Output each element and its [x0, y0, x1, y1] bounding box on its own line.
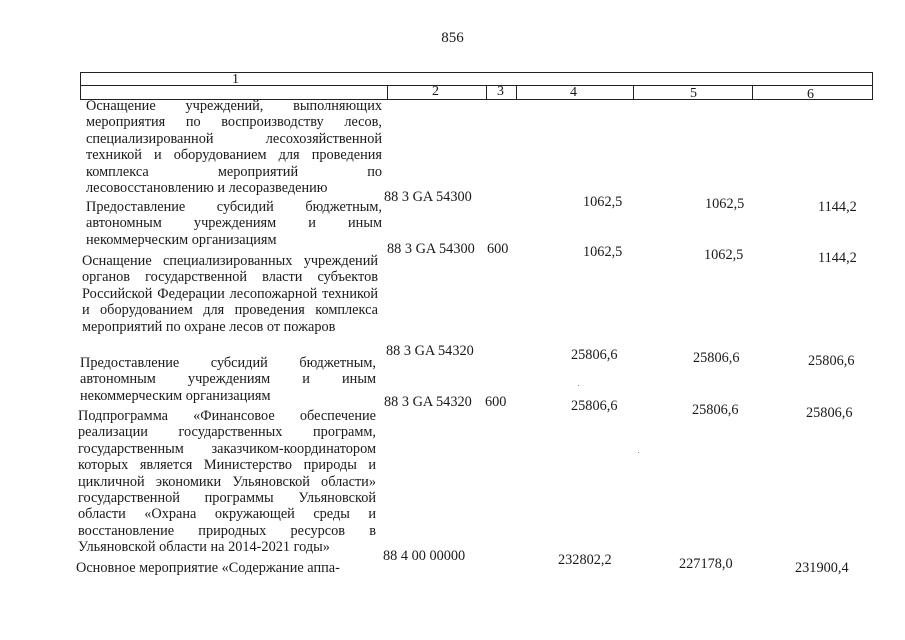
row-value-col4: 1062,5: [583, 244, 623, 260]
column-header-6: 6: [807, 87, 814, 102]
row-value-col4: 1062,5: [583, 194, 623, 210]
row-code: 88 3 GA 54320: [384, 394, 472, 410]
row-value-col5: 1062,5: [705, 196, 745, 212]
scan-speck: [578, 385, 579, 386]
row-description: Оснащение специализированных учреждений органов государственной власти субъектов Российской Федерации лесопожарной техникой и оборудованием для проведения комплекса мероприятий по охране лесов от пожаров: [82, 253, 378, 335]
column-divider: [633, 85, 634, 100]
table-header-frame: [80, 72, 873, 100]
column-header-5: 5: [690, 86, 697, 101]
row-value-col4: 25806,6: [571, 347, 618, 363]
column-divider: [752, 85, 753, 100]
row-value-col5: 227178,0: [679, 556, 733, 572]
row-value-col6: 25806,6: [808, 353, 855, 369]
row-code: 88 4 00 00000: [383, 548, 466, 564]
column-header-3: 3: [497, 84, 504, 99]
column-header-2: 2: [432, 84, 439, 99]
row-value-col6: 1144,2: [818, 250, 857, 266]
row-code: 88 3 GA 54300: [384, 189, 472, 205]
row-description: Подпрограмма «Финансовое обеспечение реализации государственных программ, государственным заказчиком-координатором которых является Министерство природы и цикличной экономики Ульяновской области» государственной программы Ульяновской области «Охрана окружающей среды и восстановление природных ресурсов в Ульяновской области на 2014-2021 годы»: [78, 408, 376, 556]
column-divider: [516, 85, 517, 100]
column-divider: [387, 85, 388, 100]
row-type: 600: [487, 241, 509, 257]
column-divider: [486, 85, 487, 100]
row-value-col4: 232802,2: [558, 552, 612, 568]
row-value-col6: 25806,6: [806, 405, 853, 421]
row-description: Основное мероприятие «Содержание аппа-: [76, 560, 340, 576]
row-value-col5: 25806,6: [692, 402, 739, 418]
row-value-col5: 1062,5: [704, 247, 744, 263]
column-header-1: 1: [232, 72, 239, 87]
row-value-col4: 25806,6: [571, 398, 618, 414]
scan-speck: [638, 452, 639, 453]
column-header-4: 4: [570, 85, 577, 100]
table-header-divider: [80, 85, 873, 86]
row-description: Оснащение учреждений, выполняющих мероприятия по воспроизводству лесов, специализированной лесохозяйственной техникой и оборудованием для проведения комплекса мероприятий по лесовосстановлению и лесоразведению: [86, 98, 382, 197]
row-description: Предоставление субсидий бюджетным, автономным учреждениям и иным некоммерческим организациям: [80, 355, 376, 404]
row-code: 88 3 GA 54320: [386, 343, 474, 359]
page-number: 856: [441, 30, 464, 46]
row-value-col5: 25806,6: [693, 350, 740, 366]
row-value-col6: 1144,2: [818, 199, 857, 215]
row-type: 600: [485, 394, 507, 410]
row-code: 88 3 GA 54300: [387, 241, 475, 257]
table-header: [80, 72, 873, 100]
row-value-col6: 231900,4: [795, 560, 849, 576]
row-description: Предоставление субсидий бюджетным, автономным учреждениям и иным некоммерческим организациям: [86, 199, 382, 248]
